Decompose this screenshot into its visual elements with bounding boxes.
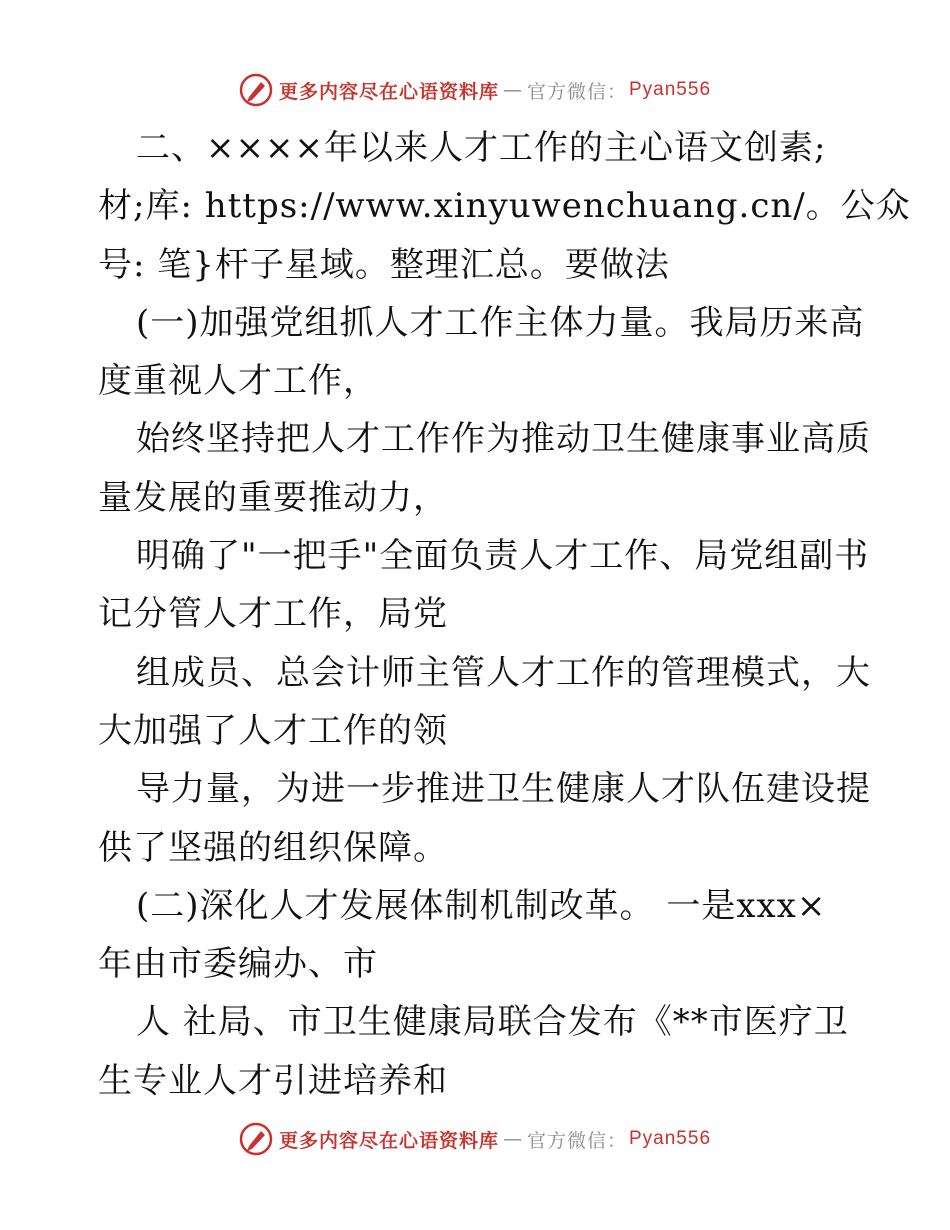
text-line: 量发展的重要推动力，: [98, 477, 448, 518]
banner-dash: —: [502, 1128, 523, 1150]
banner-site-name: 更多内容尽在心语资料库: [278, 80, 499, 103]
text-line: 组成员、总会计师主管人才工作的管理模式，大: [136, 652, 871, 693]
text-line: 材;库: https://www.xinyuwenchuang.cn/。公众: [98, 186, 911, 227]
banner-wechat-id: Pyan556: [629, 79, 712, 100]
document-body: [98, 119, 911, 1110]
banner-wechat-id: Pyan556: [629, 1128, 712, 1149]
text-line: (一)加强党组抓人才工作主体力量。我局历来高: [136, 302, 865, 343]
banner-wechat-label: 官方微信：: [526, 1129, 627, 1152]
text-line: 号: 笔}杆子星域。整理汇总。要做法: [98, 244, 670, 285]
text-line: 年由市委编办、市: [98, 944, 378, 985]
text-line: 大加强了人才工作的领: [98, 710, 448, 751]
text-line: 明确了"一把手"全面负责人才工作、局党组副书: [136, 536, 870, 577]
header-watermark-banner: [0, 70, 950, 110]
text-line: 二、××××年以来人才工作的主心语文创素;: [136, 128, 827, 168]
text-line: 始终坚持把人才工作作为推动卫生健康事业高质: [136, 419, 871, 460]
pen-nib-logo-icon: [239, 1122, 273, 1156]
footer-watermark-banner: [0, 1119, 950, 1159]
banner-dash: —: [502, 79, 523, 101]
banner-wechat-label: 官方微信：: [526, 80, 627, 103]
text-line: 供了坚强的组织保障。: [98, 827, 448, 868]
text-line: 记分管人才工作，局党: [98, 594, 448, 635]
pen-nib-logo-icon: [239, 73, 273, 107]
text-line: (二)深化人才发展体制机制改革。 一是xxx×: [136, 885, 827, 926]
text-line: 生专业人才引进培养和: [98, 1060, 448, 1101]
banner-site-name: 更多内容尽在心语资料库: [278, 1129, 499, 1152]
text-line: 导力量，为进一步推进卫生健康人才队伍建设提: [136, 769, 871, 810]
text-line: 人 社局、市卫生健康局联合发布《**市医疗卫: [136, 1002, 849, 1043]
text-line: 度重视人才工作，: [98, 361, 378, 402]
